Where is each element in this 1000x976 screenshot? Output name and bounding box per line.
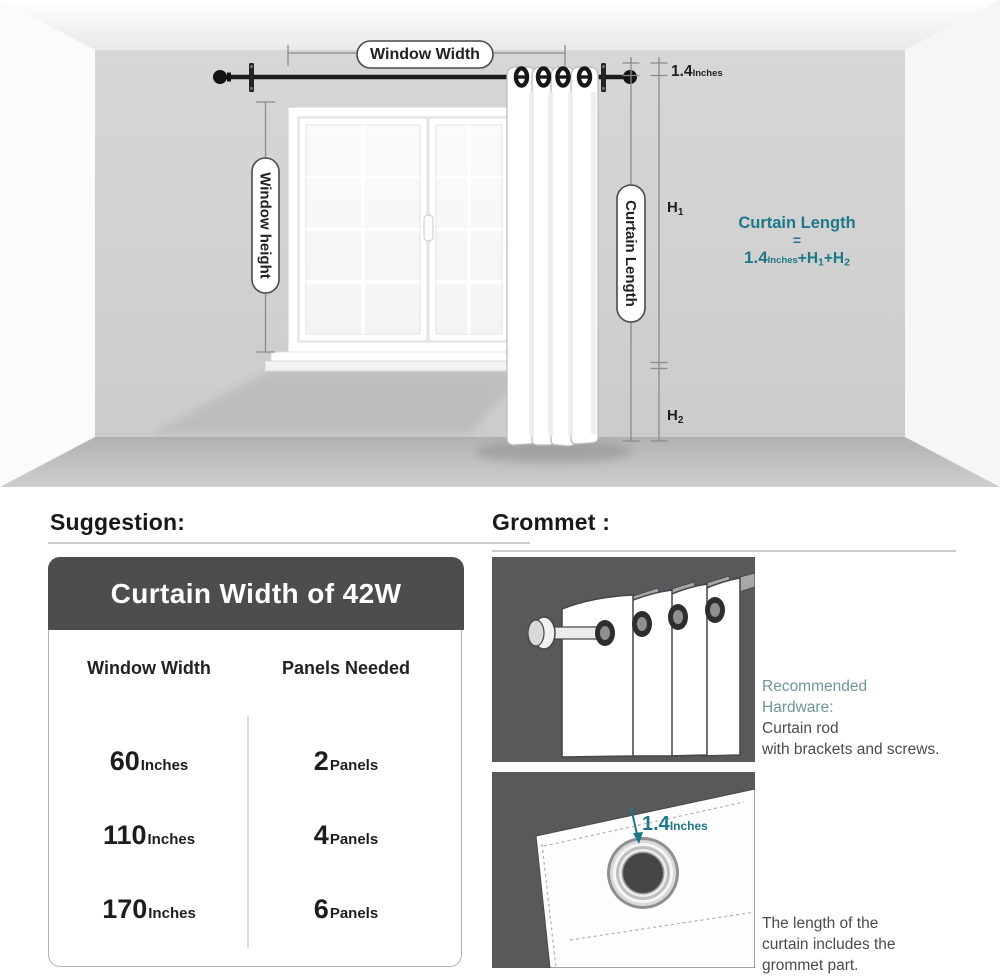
- card-title: Curtain Width of 42W: [110, 577, 402, 609]
- width-unit: Inches: [148, 905, 196, 922]
- col-header-window-width: Window Width: [87, 658, 211, 678]
- info-section: [0, 490, 1000, 976]
- width-value: 170: [102, 894, 148, 924]
- window-width-label: Window Width: [370, 46, 480, 63]
- window: [265, 107, 530, 371]
- grommet-note-text: [762, 913, 962, 976]
- curtain-length-pill: [617, 185, 645, 322]
- hardware-text-line: Curtain rod: [762, 720, 839, 737]
- grommet-closeup-illustration: [492, 772, 755, 968]
- table-row: [49, 894, 249, 925]
- table-row: [49, 820, 249, 851]
- grommet-rule: [492, 550, 956, 552]
- panels-unit: Panels: [329, 831, 379, 848]
- hardware-label-line: Hardware:: [762, 699, 834, 716]
- ceiling: [0, 0, 1000, 50]
- panels-unit: Panels: [329, 905, 379, 922]
- suggestion-heading: Suggestion:: [50, 509, 186, 535]
- window-sill-front: [265, 361, 530, 371]
- suggestion-rule: [48, 542, 530, 544]
- width-unit: Inches: [147, 831, 196, 848]
- note-line: The length of the: [762, 915, 879, 932]
- note-line: curtain includes the: [762, 936, 896, 953]
- grommet-size-label: 1.4Inches: [642, 813, 708, 835]
- table-row: [49, 746, 249, 777]
- window-height-pill: [252, 158, 279, 293]
- width-value: 60: [109, 746, 140, 776]
- left-wall: [0, 0, 95, 487]
- width-unit: Inches: [140, 757, 189, 774]
- h2-label: H2: [667, 407, 684, 426]
- formula-line3: 1.4Inches+H1+H2: [744, 248, 850, 269]
- right-finial: [623, 70, 637, 84]
- window-width-pill: [357, 41, 493, 68]
- right-wall: [905, 0, 1000, 487]
- grommet-ring: [607, 837, 679, 909]
- window-handle: [424, 215, 433, 241]
- h1-label: H1: [667, 199, 684, 218]
- table-row: [249, 746, 443, 777]
- panels-value: 2: [313, 746, 329, 776]
- suggestion-card: [48, 557, 462, 967]
- left-finial: [213, 70, 227, 84]
- panels-unit: Panels: [329, 757, 379, 774]
- hardware-text-line: with brackets and screws.: [762, 741, 940, 758]
- col-header-panels-needed: Panels Needed: [281, 658, 411, 678]
- formula-line1: Curtain Length: [738, 214, 856, 232]
- table-row: [249, 820, 443, 851]
- panels-value: 6: [313, 894, 329, 924]
- recommended-hardware-text: [762, 676, 962, 760]
- table-row: [249, 894, 443, 925]
- gap-label: 1.4Inches: [671, 63, 723, 80]
- width-value: 110: [102, 820, 147, 850]
- curtain-panel: [507, 67, 598, 446]
- panels-value: 4: [313, 820, 329, 850]
- curtain-length-label: Curtain Length: [622, 200, 639, 307]
- note-line: grommet part.: [762, 957, 859, 974]
- hardware-label-line: Recommended: [762, 678, 868, 695]
- grommet-heading: Grommet :: [492, 509, 611, 535]
- grommet-rod-illustration: [492, 557, 755, 762]
- formula-equals: =: [792, 232, 802, 248]
- card-header: [48, 557, 464, 630]
- window-height-label: Window height: [256, 172, 274, 279]
